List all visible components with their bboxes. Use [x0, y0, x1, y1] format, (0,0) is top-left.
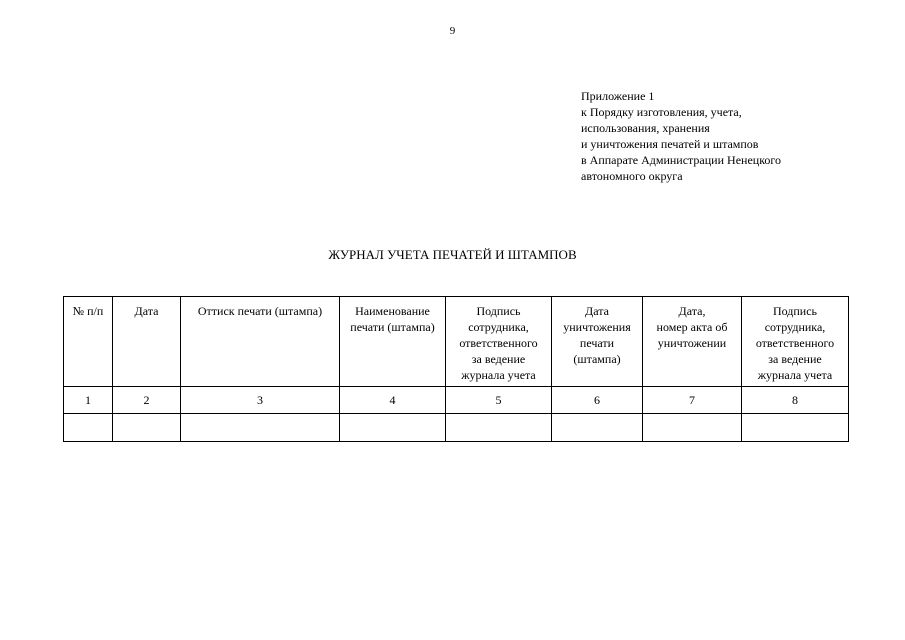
- empty-cell: [113, 414, 181, 442]
- header-line: ответственного: [459, 336, 538, 350]
- header-line: Подпись: [772, 304, 818, 318]
- header-line: Оттиск печати (штампа): [197, 304, 323, 318]
- column-number-cell: 8: [742, 387, 849, 414]
- header-line: уничтожения: [563, 320, 631, 334]
- column-number-cell: 7: [643, 387, 742, 414]
- header-line: Дата,: [678, 304, 706, 318]
- empty-cell: [552, 414, 643, 442]
- header-line: № п/п: [72, 304, 104, 318]
- header-cell-date: [113, 297, 181, 387]
- header-line: ответственного: [755, 336, 835, 350]
- page-number: 9: [449, 25, 456, 37]
- header-cell-signature-responsible: [446, 297, 552, 387]
- header-line: за ведение: [768, 352, 822, 366]
- table-row: [64, 414, 849, 442]
- header-line: Дата: [585, 304, 609, 318]
- header-cell-stamp-name: [340, 297, 446, 387]
- header-line: журнала учета: [461, 368, 536, 382]
- column-number-cell: 6: [552, 387, 643, 414]
- appendix-line-6: автономного округа: [581, 169, 683, 183]
- header-line: сотрудника,: [764, 320, 826, 334]
- empty-cell: [64, 414, 113, 442]
- empty-cell: [643, 414, 742, 442]
- header-cell-destruction-date: [552, 297, 643, 387]
- header-line: Дата: [134, 304, 159, 318]
- empty-cell: [340, 414, 446, 442]
- appendix-line-2: к Порядку изготовления, учета,: [581, 105, 742, 119]
- empty-cell: [181, 414, 340, 442]
- header-cell-stamp-impression: [181, 297, 340, 387]
- header-line: за ведение: [471, 352, 526, 366]
- column-number-cell: 5: [446, 387, 552, 414]
- empty-cell: [742, 414, 849, 442]
- header-line: сотрудника,: [468, 320, 529, 334]
- document-title: ЖУРНАЛ УЧЕТА ПЕЧАТЕЙ И ШТАМПОВ: [328, 247, 577, 262]
- header-line: печати (штампа): [350, 320, 435, 334]
- header-line: журнала учета: [757, 368, 833, 382]
- header-cell-number: [64, 297, 113, 387]
- header-cell-act-date-number: [643, 297, 742, 387]
- column-number-cell: 2: [113, 387, 181, 414]
- appendix-block: [581, 88, 781, 184]
- column-number-row: [64, 387, 849, 414]
- appendix-line-4: и уничтожения печатей и штампов: [581, 137, 759, 151]
- header-line: Наименование: [355, 304, 430, 318]
- header-cell-signature-responsible-2: [742, 297, 849, 387]
- header-line: уничтожении: [657, 336, 727, 350]
- column-number-cell: 1: [64, 387, 113, 414]
- appendix-line-5: в Аппарате Администрации Ненецкого: [581, 153, 782, 167]
- header-line: печати: [579, 336, 615, 350]
- appendix-line-1: Приложение 1: [581, 89, 655, 103]
- appendix-line-3: использования, хранения: [581, 121, 710, 135]
- header-line: Подпись: [476, 304, 521, 318]
- column-number-cell: 3: [181, 387, 340, 414]
- journal-table: [63, 296, 849, 442]
- column-number-cell: 4: [340, 387, 446, 414]
- empty-cell: [446, 414, 552, 442]
- header-line: номер акта об: [656, 320, 728, 334]
- header-row: [64, 297, 849, 387]
- header-line: (штампа): [573, 352, 621, 366]
